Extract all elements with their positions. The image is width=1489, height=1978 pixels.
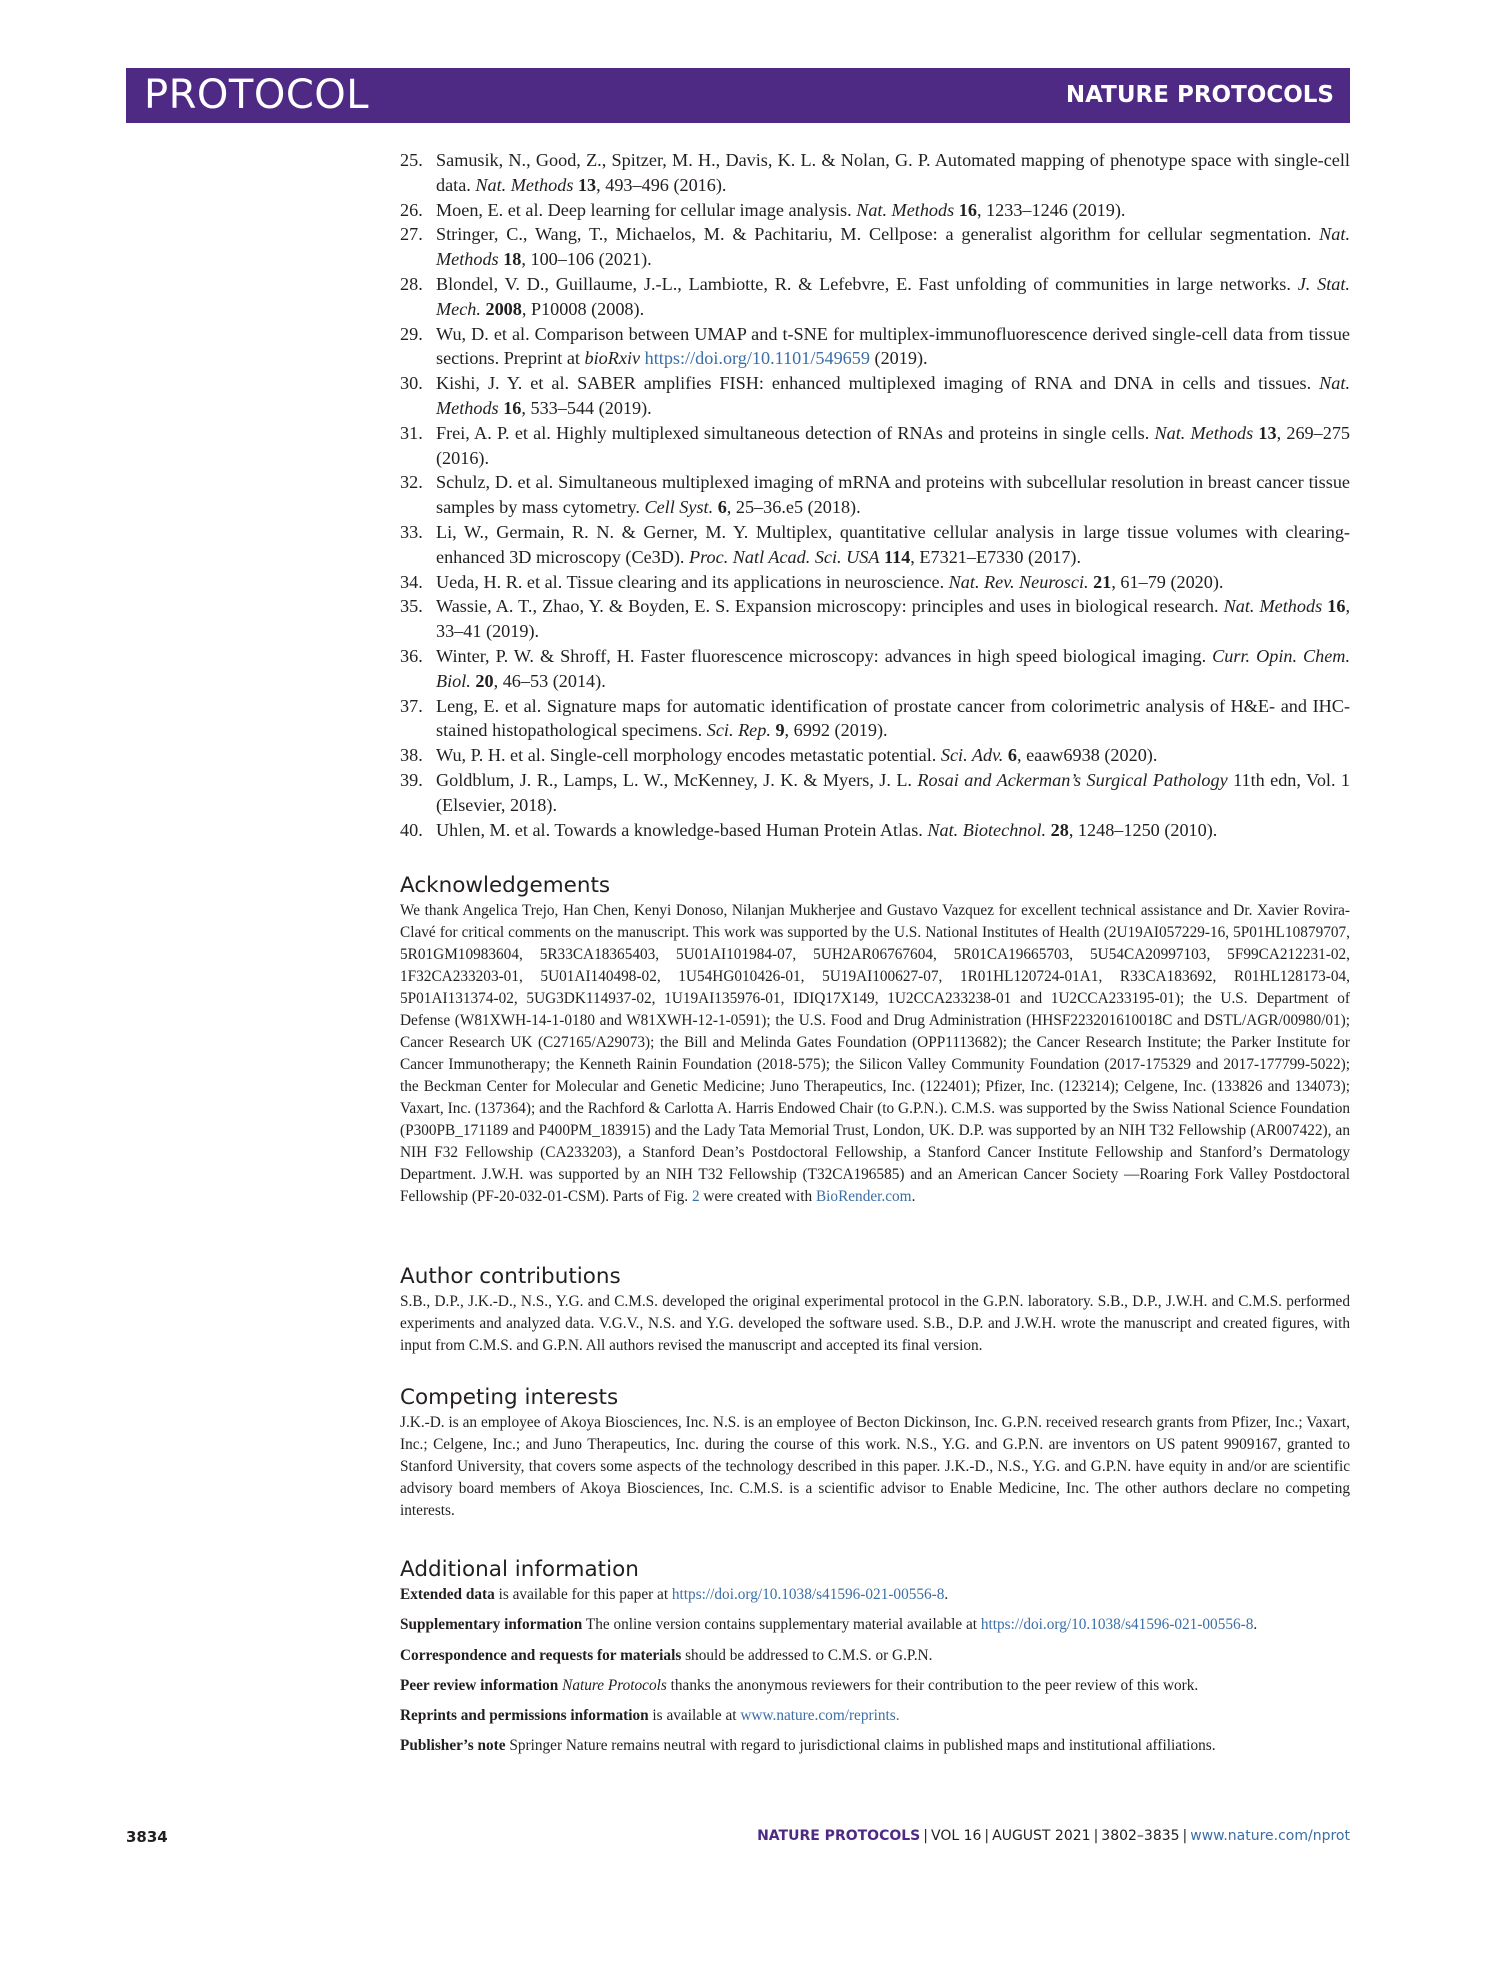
reference-text: 114 bbox=[884, 546, 911, 567]
header-banner bbox=[126, 68, 1350, 123]
reference-number: 31. bbox=[400, 422, 423, 443]
reference-number: 39. bbox=[400, 769, 423, 790]
additional-information-section bbox=[400, 1556, 1350, 1766]
supplementary-link[interactable]: https://doi.org/10.1038/s41596-021-00556-8 bbox=[980, 1616, 1254, 1634]
acknowledgements-heading: Acknowledgements bbox=[400, 873, 611, 898]
reference-text: , eaaw6938 (2020). bbox=[1016, 745, 1158, 766]
competing-interests-heading: Competing interests bbox=[400, 1385, 619, 1410]
reference-text: Nat. Rev. Neurosci. bbox=[948, 571, 1089, 592]
reference-text: Wu, D. et al. Comparison between UMAP and t-SNE for multiplex-immunofluorescence derived single-cell data from tissue sections. Preprint at bbox=[436, 323, 1350, 369]
reference-text: , 100–106 (2021). bbox=[521, 249, 652, 270]
reference-text: , 33–41 (2019). bbox=[436, 596, 1351, 642]
biorender-link[interactable]: BioRender.com bbox=[815, 1188, 912, 1205]
reference-text: Wu, P. H. et al. Single-cell morphology encodes metastatic potential. bbox=[436, 745, 941, 766]
reference-number: 40. bbox=[400, 819, 423, 840]
reference-item bbox=[400, 421, 1350, 471]
reference-number: 30. bbox=[400, 373, 423, 394]
reference-text: Kishi, J. Y. et al. SABER amplifies FISH: enhanced multiplexed imaging of RNA and DNA in cells and tissues. bbox=[436, 373, 1320, 394]
reference-text: , 61–79 (2020). bbox=[1111, 571, 1224, 592]
reference-text: , 533–544 (2019). bbox=[521, 397, 652, 418]
reference-text: , 25–36.e5 (2018). bbox=[726, 497, 861, 518]
reference-text: Nat. Methods bbox=[475, 174, 574, 195]
reference-item bbox=[400, 768, 1350, 818]
reference-text: Nat. Methods bbox=[856, 199, 955, 220]
reference-number: 33. bbox=[400, 521, 423, 542]
supplementary-line: Supplementary information The online version contains supplementary material available at https://doi.org/10.1038/s41596-021-00556-8. bbox=[400, 1616, 1258, 1634]
reference-number: 27. bbox=[400, 224, 423, 245]
reference-text: Proc. Natl Acad. Sci. USA bbox=[689, 546, 880, 567]
reference-text: Nat. Methods bbox=[436, 224, 1350, 270]
reference-text: 13 bbox=[1258, 422, 1277, 443]
reference-number: 26. bbox=[400, 199, 423, 220]
reference-number: 37. bbox=[400, 695, 423, 716]
reference-text: Ueda, H. R. et al. Tissue clearing and its applications in neuroscience. bbox=[436, 571, 949, 592]
reference-number: 34. bbox=[400, 571, 423, 592]
author-contributions-heading: Author contributions bbox=[400, 1264, 621, 1289]
reference-text: Li, W., Germain, R. N. & Gerner, M. Y. Multiplex, quantitative cellular analysis in large tissue volumes with clearing-enhanced 3D microscopy (Ce3D). bbox=[436, 521, 1350, 567]
author-contributions-section bbox=[400, 1263, 1350, 1357]
reference-text: , E7321–E7330 (2017). bbox=[910, 546, 1082, 567]
footer-pages: 3802–3835 bbox=[1101, 1828, 1180, 1844]
reference-text: 16 bbox=[503, 397, 522, 418]
reference-text: Moen, E. et al. Deep learning for cellular image analysis. bbox=[436, 199, 857, 220]
reference-item bbox=[400, 198, 1350, 223]
footer-url-link[interactable]: www.nature.com/nprot bbox=[1190, 1828, 1350, 1844]
reference-number: 29. bbox=[400, 323, 423, 344]
reference-text: Cell Syst. bbox=[644, 497, 714, 518]
reference-text: Winter, P. W. & Shroff, H. Faster fluorescence microscopy: advances in high speed biological imaging. bbox=[436, 645, 1213, 666]
reference-text: 13 bbox=[577, 174, 597, 195]
reference-text: , 493–496 (2016). bbox=[596, 174, 727, 195]
reference-text: Leng, E. et al. Signature maps for automatic identification of prostate cancer from colorimetric analysis of H&E- and IHC-stained histopathological specimens. bbox=[436, 695, 1350, 741]
reference-text: bioRxiv bbox=[584, 348, 641, 369]
reference-number: 28. bbox=[400, 273, 423, 294]
publisher-note-line: Publisher’s note Springer Nature remains neutral with regard to jurisdictional claims in published maps and institutional affiliations. bbox=[400, 1737, 1216, 1755]
reference-text: 2008 bbox=[485, 298, 522, 319]
reference-number: 38. bbox=[400, 745, 423, 766]
reference-item bbox=[400, 272, 1350, 322]
reference-text: Nat. Methods bbox=[436, 373, 1350, 418]
reference-number: 35. bbox=[400, 596, 423, 617]
reference-text: 18 bbox=[503, 249, 522, 270]
reference-text: 11th edn, Vol. 1 (Elsevier, 2018). bbox=[436, 769, 1351, 815]
peer-review-line: Peer review information Nature Protocols thanks the anonymous reviewers for their contribution to the peer review of this work. bbox=[400, 1676, 1199, 1694]
reference-text: Wassie, A. T., Zhao, Y. & Boyden, E. S. Expansion microscopy: principles and uses in biological research. bbox=[436, 596, 1224, 617]
reference-text: 16 bbox=[1327, 596, 1346, 617]
reference-text: Blondel, V. D., Guillaume, J.-L., Lambiotte, R. & Lefebvre, E. Fast unfolding of communities in large networks. bbox=[436, 273, 1298, 294]
reference-text: , 269–275 (2016). bbox=[436, 422, 1351, 468]
reference-text: , 1248–1250 (2010). bbox=[1068, 819, 1218, 840]
competing-interests-section bbox=[400, 1384, 1350, 1522]
reference-text: Sci. Rep. bbox=[706, 720, 771, 741]
reference-text: 6 bbox=[1007, 745, 1017, 766]
reference-text: 16 bbox=[958, 199, 977, 220]
reference-text: Rosai and Ackerman’s Surgical Pathology bbox=[917, 769, 1228, 790]
reference-item bbox=[400, 222, 1350, 272]
journal-name: NATURE PROTOCOLS bbox=[1065, 82, 1334, 108]
reference-text: Frei, A. P. et al. Highly multiplexed simultaneous detection of RNAs and proteins in single cells. bbox=[436, 422, 1155, 443]
reference-text: 6 bbox=[717, 497, 727, 518]
reference-number: 25. bbox=[400, 150, 423, 170]
reference-item bbox=[400, 818, 1350, 843]
extended-data-line: Extended data is available for this paper at https://doi.org/10.1038/s41596-021-00556-8. bbox=[400, 1586, 949, 1603]
reference-item bbox=[400, 371, 1350, 421]
reprints-line: Reprints and permissions information is available at www.nature.com/reprints. bbox=[400, 1707, 900, 1725]
reference-number: 32. bbox=[400, 472, 423, 493]
reference-item bbox=[400, 594, 1350, 644]
reference-item bbox=[400, 470, 1350, 520]
footer-date: AUGUST 2021 bbox=[992, 1828, 1091, 1844]
page-number: 3834 bbox=[126, 1828, 168, 1846]
reprints-link[interactable]: www.nature.com/reprints. bbox=[740, 1707, 900, 1725]
reference-text: , 1233–1246 (2019). bbox=[976, 199, 1126, 220]
footer-citation: NATURE PROTOCOLS | VOL 16 | AUGUST 2021 | 3802–3835 | www.nature.com/nprot bbox=[757, 1828, 1350, 1844]
section-label: PROTOCOL bbox=[144, 72, 370, 118]
additional-information-heading: Additional information bbox=[400, 1557, 639, 1582]
reference-item bbox=[400, 520, 1350, 570]
reference-text: J. Stat. Mech. bbox=[436, 273, 1350, 319]
reference-item bbox=[400, 694, 1350, 744]
reference-item bbox=[400, 570, 1350, 595]
reference-item bbox=[400, 322, 1350, 372]
reference-text: , P10008 (2008). bbox=[521, 298, 645, 319]
reference-text: 28 bbox=[1050, 819, 1069, 840]
reference-text: Nat. Methods bbox=[1223, 596, 1323, 617]
reference-item bbox=[400, 644, 1350, 694]
reference-link[interactable]: https://doi.org/10.1101/549659 bbox=[644, 348, 870, 369]
reference-text: , 6992 (2019). bbox=[784, 720, 888, 741]
acknowledgements-body: We thank Angelica Trejo, Han Chen, Kenyi Donoso, Nilanjan Mukherjee and Gustavo Vazquez for excellent technical assistance and Dr. Xavier Rovira-Clavé for critical comments on the manuscript. This work was supported by the U.S. National Institutes of Health (2U19AI057229-16, 5P01HL10879707, 5R01GM10983604, 5R33CA18365403, 5U01AI101984-07, 5UH2AR06767604, 5R01CA19665703, 5U54CA20997103, 5F99CA212231-02, 1F32CA233203-01, 5U01AI140498-02, 1U54HG010426-01, 5U19AI100627-07, 1R01HL120724-01A1, R33CA183692, R01HL128173-04, 5P01AI131374-02, 5UG3DK114937-02, 1U19AI135976-01, IDIQ17X149, 1U2CCA233238-01 and 1U2CCA233195-01); the U.S. Department of Defense (W81XWH-14-1-0180 and W81XWH-12-1-0591); the U.S. Food and Drug Administration (HHSF223201610018C and DSTL/AGR/00980/01); Cancer Research UK (C27165/A29073); the Bill and Melinda Gates Foundation (OPP1113682); the Cancer Research Institute; the Parker Institute for Cancer Immunotherapy; the Kenneth Rainin Foundation (2018-575); the Silicon Valley Community Foundation (2017-175329 and 2017-177799-5022); the Beckman Center for Molecular and Genetic Medicine; Juno Therapeutics, Inc. (122401); Pfizer, Inc. (123214); Celgene, Inc. (133826 and 134073); Vaxart, Inc. (137364); and the Rachford & Carlotta A. Harris Endowed Chair (to G.P.N.). C.M.S. was supported by the Swiss National Science Foundation (P300PB_171189 and P400PM_183915) and the Lady Tata Memorial Trust, London, UK. D.P. was supported by an NIH T32 Fellowship (AR007422), an NIH F32 Fellowship (CA233203), a Stanford Dean’s Postdoctoral Fellowship, a Stanford Cancer Institute Fellowship and Stanford’s Dermatology Department. J.W.H. was supported by an NIH T32 Fellowship (T32CA196585) and an American Cancer Society —Roaring Fork Valley Postdoctoral Fellowship (PF-20-032-01-CSM). Parts of Fig. 2 were created with BioRender.com. bbox=[400, 902, 1350, 1205]
footer-journal: NATURE PROTOCOLS bbox=[757, 1828, 921, 1844]
author-contributions-body: S.B., D.P., J.K.-D., N.S., Y.G. and C.M.S. developed the original experimental protocol in the G.P.N. laboratory. S.B., D.P., J.W.H. and C.M.S. performed experiments and analyzed data. V.G.V., N.S. and Y.G. developed the software used. S.B., D.P. and J.W.H. wrote the manuscript and created figures, with input from C.M.S. and G.P.N. All authors revised the manuscript and accepted its final version. bbox=[400, 1293, 1350, 1354]
reference-item bbox=[400, 743, 1350, 768]
reference-text: 21 bbox=[1093, 571, 1112, 592]
reference-text: Nat. Biotechnol. bbox=[927, 819, 1047, 840]
reference-text: , 46–53 (2014). bbox=[493, 670, 606, 691]
reference-text: Samusik, N., Good, Z., Spitzer, M. H., Davis, K. L. & Nolan, G. P. Automated mapping of phenotype space with single-cell data. bbox=[436, 150, 1350, 195]
reference-text: Stringer, C., Wang, T., Michaelos, M. & Pachitariu, M. Cellpose: a generalist algorithm for cellular segmentation. bbox=[436, 224, 1320, 245]
reference-text: 20 bbox=[475, 670, 494, 691]
reference-text: (2019). bbox=[869, 348, 928, 369]
reference-list bbox=[400, 148, 1350, 842]
reference-text: Sci. Adv. bbox=[940, 745, 1004, 766]
footer-volume: VOL 16 bbox=[930, 1828, 982, 1844]
reference-text: 9 bbox=[775, 720, 785, 741]
competing-interests-body: J.K.-D. is an employee of Akoya Biosciences, Inc. N.S. is an employee of Becton Dickinson, Inc. G.P.N. received research grants from Pfizer, Inc.; Vaxart, Inc.; Celgene, Inc.; and Juno Therapeutics, Inc. during the course of this work. N.S., Y.G. and G.P.N. are inventors on US patent 9909167, granted to Stanford University, that covers some aspects of the technology described in this paper. J.K.-D., N.S., Y.G. and G.P.N. have equity in and/or are scientific advisory board members of Akoya Biosciences, Inc. C.M.S. is a scientific advisor to Enable Medicine, Inc. The other authors declare no competing interests. bbox=[400, 1414, 1350, 1519]
figure-2-link[interactable]: 2 bbox=[691, 1188, 700, 1205]
reference-item bbox=[400, 148, 1350, 198]
reference-text: Uhlen, M. et al. Towards a knowledge-based Human Protein Atlas. bbox=[436, 819, 928, 840]
reference-text: Schulz, D. et al. Simultaneous multiplexed imaging of mRNA and proteins with subcellular resolution in breast cancer tissue samples by mass cytometry. bbox=[436, 472, 1350, 518]
acknowledgements-section bbox=[400, 872, 1350, 1208]
reference-number: 36. bbox=[400, 645, 423, 666]
reference-text: Curr. Opin. Chem. Biol. bbox=[436, 645, 1350, 691]
correspondence-line: Correspondence and requests for materials should be addressed to C.M.S. or G.P.N. bbox=[400, 1646, 933, 1664]
extended-data-link[interactable]: https://doi.org/10.1038/s41596-021-00556-8 bbox=[671, 1586, 945, 1603]
reference-text: Nat. Methods bbox=[1154, 422, 1254, 443]
reference-text: Goldblum, J. R., Lamps, L. W., McKenney, J. K. & Myers, J. L. bbox=[436, 769, 918, 790]
